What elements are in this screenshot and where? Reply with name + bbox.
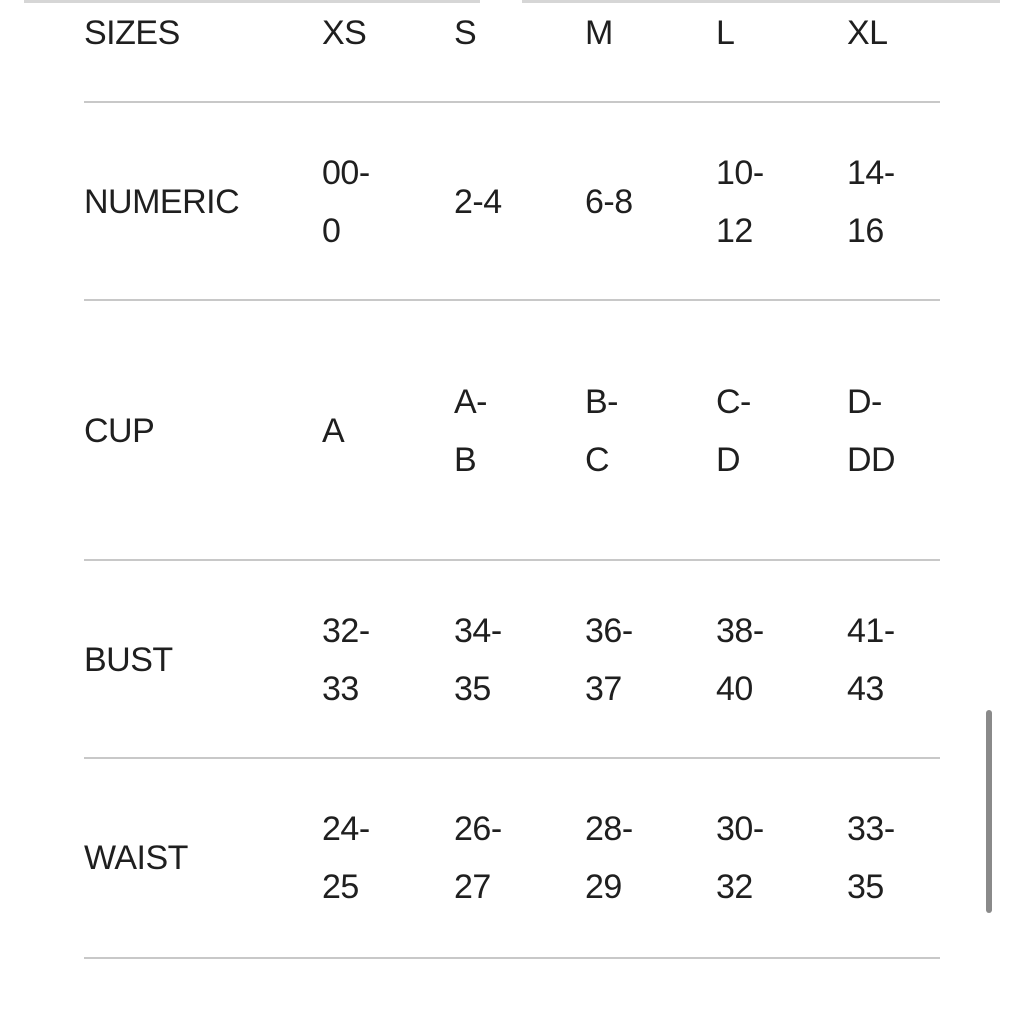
table-cell: A- B: [454, 383, 487, 479]
row-divider: [84, 101, 940, 103]
row-label: WAIST: [84, 839, 188, 877]
row-label: BUST: [84, 641, 173, 679]
table-cell: 30- 32: [716, 810, 764, 906]
table-cell: 26- 27: [454, 810, 502, 906]
row-divider: [84, 757, 940, 759]
header-row: [84, 2, 940, 64]
table-cell: 14- 16: [847, 154, 895, 250]
table-row-numeric: [84, 104, 940, 300]
table-row-waist: [84, 760, 940, 956]
table-cell: D- DD: [847, 383, 896, 479]
table-cell: 6-8: [585, 183, 633, 221]
table-row-cup: [84, 302, 940, 560]
table-cell: 00- 0: [322, 154, 370, 250]
row-label: CUP: [84, 412, 155, 450]
row-label: NUMERIC: [84, 183, 240, 221]
table-cell: 34- 35: [454, 612, 502, 708]
header-size-xs: XS: [322, 14, 367, 52]
table-cell: B- C: [585, 383, 618, 479]
table-cell: 36- 37: [585, 612, 633, 708]
header-size-xl: XL: [847, 14, 888, 52]
table-cell: 41- 43: [847, 612, 895, 708]
table-cell: 28- 29: [585, 810, 633, 906]
table-cell: 32- 33: [322, 612, 370, 708]
row-divider: [84, 957, 940, 959]
row-divider: [84, 559, 940, 561]
header-size-s: S: [454, 14, 477, 52]
table-cell: 33- 35: [847, 810, 895, 906]
header-size-m: M: [585, 14, 613, 52]
header-size-l: L: [716, 14, 735, 52]
table-cell: 24- 25: [322, 810, 370, 906]
table-cell: C- D: [716, 383, 751, 479]
row-divider: [84, 299, 940, 301]
header-label: SIZES: [84, 14, 180, 52]
table-cell: 10- 12: [716, 154, 764, 250]
table-cell: 2-4: [454, 183, 502, 221]
table-row-bust: [84, 562, 940, 758]
table-cell: 38- 40: [716, 612, 764, 708]
scrollbar-thumb[interactable]: [986, 710, 992, 913]
table-cell: A: [322, 412, 345, 450]
